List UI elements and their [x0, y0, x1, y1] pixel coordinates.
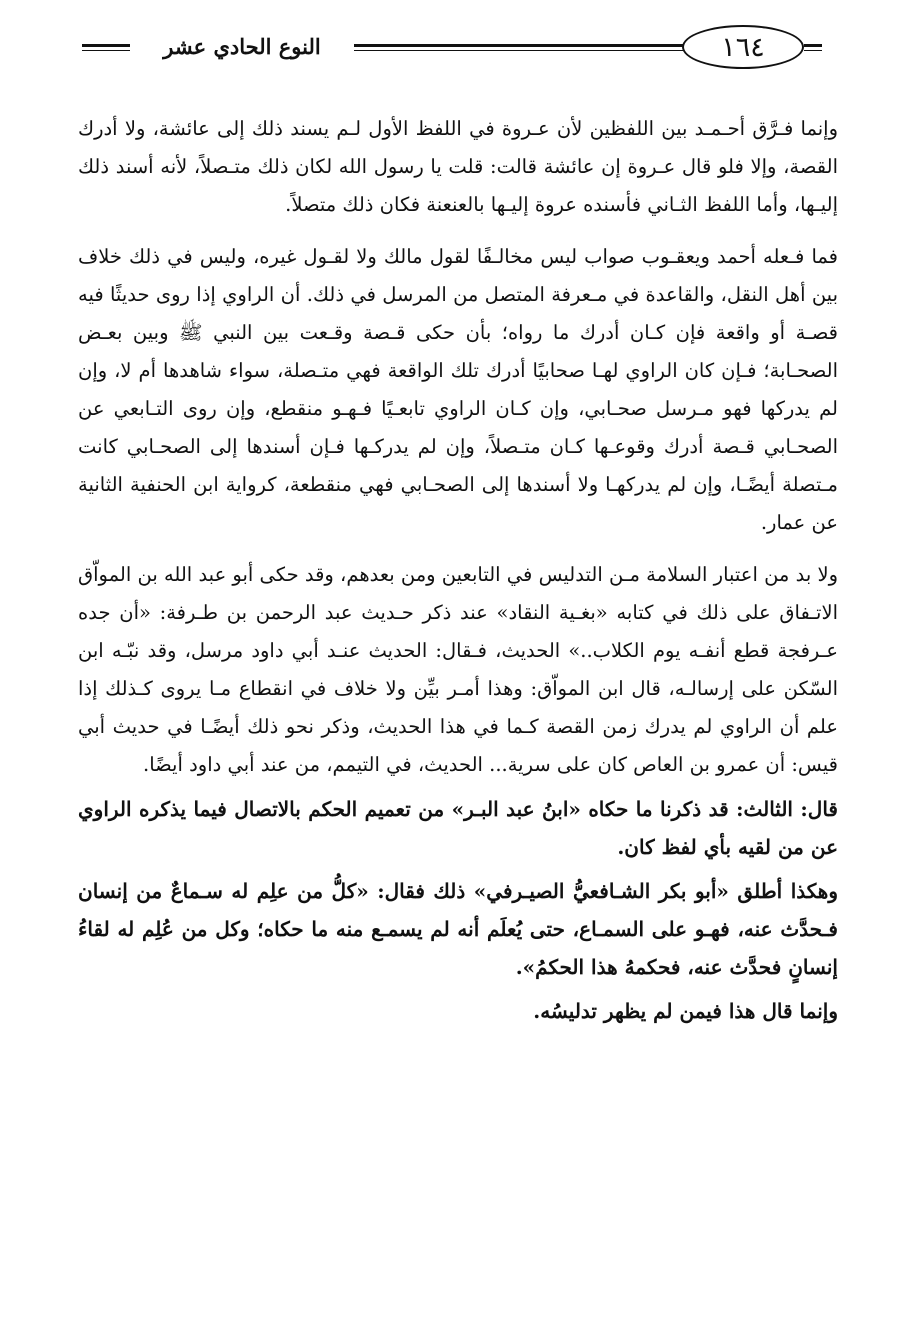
- header-rule-middle-thin: [354, 50, 684, 51]
- page-header: [82, 22, 822, 72]
- bold-paragraph-2: وهكذا أطلق «أبو بكر الشـافعيُّ الصيـرفي» ذلك فقال: «كلُّ من علِم له سـماعٌ من إنسان فـحدَّث عنه، فهـو على السمـاع، حتى يُعلَم أنه لم يسمـع منه ما حكاه؛ وكل من عُلِم له لقاءُ إنسانٍ فحدَّث عنه، فحكمهُ هذا الحكمُ».: [78, 879, 838, 979]
- header-rule-middle: [354, 44, 684, 47]
- header-rule-right-thin: [804, 50, 822, 51]
- header-rule-left: [82, 44, 130, 47]
- paragraph-2: فما فـعله أحمد ويعقـوب صواب ليس مخالـفًا لقول مالك ولا لقـول غيره، وليس في ذلك خلاف بين أهل النقل، والقاعدة في مـعرفة المتصل من المرسل في ذلك. أن الراوي إذا روى حديثًا فيه قصـة أو واقعة فإن كـان أدرك ما رواه؛ بأن حكى قـصة وقـعت بين النبي ﷺ وبين بعـض الصحـابة؛ فـإن كان الراوي لهـا صحابيًا أدرك تلك الواقعة فهي متـصلة، سواء شاهدها أم لا، وإن لم يدركها فهو مـرسل صحـابي، وإن كـان الراوي تابعـيًا فـهـو منقطع، وإن روى التـابعي عن الصحـابي قـصة أدرك وقوعـها كـان متـصلاً، وإن لم يدركـها فـإن أسندها إلى الصحـابي كانت مـتصلة أيضًـا، وإن لم يدركهـا ولا أسندها إلى الصحـابي فهي منقطعة، كرواية ابن الحنفية الثانية عن عمار.: [78, 245, 838, 534]
- paragraph-3: ولا بد من اعتبار السلامة مـن التدليس في التابعين ومن بعدهم، وقد حكى أبو عبد الله بن المواّق الاتـفاق على ذلك في كتابه «بغـية النقاد» عند ذكر حـديث عبد الرحمن بن طـرفة: «أن جده عـرفجة قطع أنفـه يوم الكلاب..» الحديث، فـقال: الحديث عنـد أبي داود مرسل، وقد نبّـه ابن السّكن على إرسالـه، قال ابن المواّق: وهذا أمـر بيِّن ولا خلاف في انقطاع مـا يروى كـذلك إذا علم أن الراوي لم يدرك زمن القصة كـما في هذا الحديث، وذكر نحو ذلك أيضًـا في حديث أبي قيس: أن عمرو بن العاص كان على سرية... الحديث، في التيمم، من عند أبي داود أيضًا.: [78, 563, 838, 776]
- running-title: النوع الحادي عشر: [163, 34, 321, 59]
- bold-paragraph-1: قال: الثالث: قد ذكرنا ما حكاه «ابنُ عبد البـر» من تعميم الحكم بالاتصال فيما يذكره الراوي عن من لقيه بأي لفظ كان.: [78, 797, 838, 859]
- paragraph-1: وإنما فـرَّق أحـمـد بين اللفظين لأن عـروة في اللفظ الأول لـم يسند ذلك إلى عائشة، ولا أدرك القصة، وإلا فلو قال عـروة إن عائشة قالت: قلت يا رسول الله لكان ذلك متـصلاً، لأنه أسند ذلك إليـها، وأما اللفظ الثـاني فأسنده عروة إليـها بالعنعنة فكان ذلك متصلاً.: [78, 117, 838, 216]
- header-rule-right: [804, 44, 822, 47]
- header-rule-left-thin: [82, 50, 130, 51]
- page-number-text: ١٦٤: [721, 31, 765, 63]
- page-number: [682, 25, 804, 69]
- bold-paragraph-3: وإنما قال هذا فيمن لم يظهر تدليسُه.: [533, 999, 838, 1023]
- page-body: [78, 110, 838, 1030]
